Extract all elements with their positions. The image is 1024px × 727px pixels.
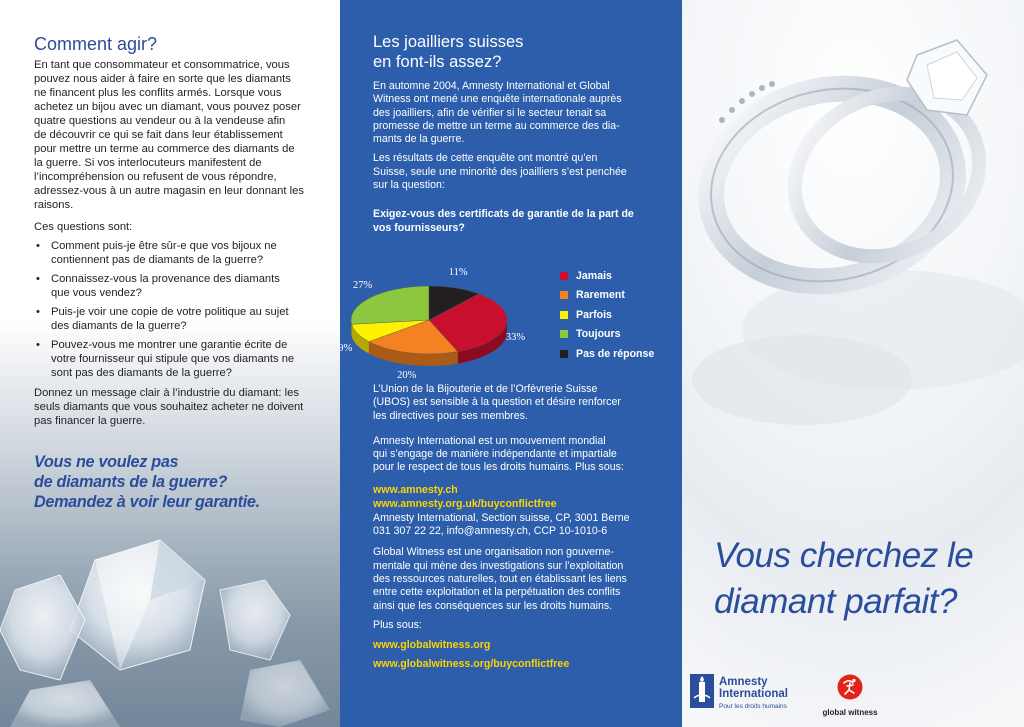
left-closing [34, 386, 306, 428]
text-line: Witness ont mené une enquête internationale auprès [373, 93, 622, 106]
text-line: la guerre. Si vos interlocuteurs manifestent de [34, 157, 262, 169]
legend-swatch [560, 311, 568, 319]
logo-text: International [719, 688, 789, 700]
chart-question [373, 208, 648, 235]
amnesty-logo [690, 672, 788, 710]
text-line: En automne 2004, Amnesty International et Global [373, 80, 610, 92]
pie-slice [351, 286, 429, 324]
text-line: des diamants de la guerre? [51, 320, 187, 332]
text-line: adressez-vous à un autre magasin en leur donnant les [34, 185, 304, 197]
text-line: sur la question: [373, 179, 445, 192]
text-line: sont pas des diamants de la guerre? [51, 367, 232, 379]
text-line: pouvez nous aider à faire en sorte que les diamants [34, 73, 291, 85]
text-line: En tant que consommateur et consommatrice, vous [34, 59, 290, 71]
logo-text: global witness [822, 708, 878, 717]
legend-swatch [560, 272, 568, 280]
middle-lower [373, 383, 648, 671]
text-line: pour mettre un terme au commerce des diamants de [34, 143, 295, 155]
para-global-witness [373, 546, 648, 612]
text-line: Pouvez-vous me montrer une garantie écrite de [51, 339, 288, 351]
logo-text: Amnesty [719, 676, 768, 688]
bullet-icon: • [36, 273, 40, 285]
text-line: quatre questions au vendeur ou à la vendeuse afin [34, 115, 286, 127]
pie-svg [346, 262, 546, 382]
legend-label: Pas de réponse [576, 347, 655, 360]
legend-item [560, 305, 654, 325]
pie-value-label: 11% [448, 266, 468, 278]
text-line: Demandez à voir leur garantie. [34, 493, 260, 511]
para-amnesty [373, 435, 648, 475]
list-item [34, 239, 306, 267]
text-line: pour le respect de tous les droits humains. Plus sous: [373, 461, 624, 474]
legend-item [560, 266, 654, 286]
link-global-witness[interactable]: www.globalwitness.org [373, 639, 491, 652]
legend-item [560, 286, 654, 306]
legend-item [560, 344, 654, 364]
middle-panel [340, 0, 682, 727]
left-body [34, 58, 306, 434]
legend-swatch [560, 350, 568, 358]
text-line: pas financer la guerre. [34, 415, 146, 427]
text-line: raisons. [34, 199, 74, 211]
bullet-icon: • [36, 240, 40, 252]
text-line: des ressources naturelles, tout en établissant les liens [373, 572, 627, 585]
questions-label: Ces questions sont: [34, 221, 133, 233]
para-survey [373, 80, 648, 146]
text-line: en font-ils assez? [373, 53, 502, 71]
list-item [34, 338, 306, 380]
text-line: Suisse, seule une minorité des joailliers s’est penchée [373, 165, 627, 178]
right-panel [682, 0, 1024, 727]
text-line: que vous vendez? [51, 287, 142, 299]
chart-legend [560, 266, 654, 364]
link-amnesty-uk[interactable]: www.amnesty.org.uk/buyconflictfree [373, 497, 557, 510]
bullet-icon: • [36, 339, 40, 351]
text-line: achetez un bijou avec un diamant, vous pouvez poser [34, 101, 301, 113]
diamonds-photo [0, 520, 340, 727]
legend-label: Jamais [576, 269, 612, 282]
text-line: ainsi que les conséquences sur les droits humains. [373, 599, 613, 612]
text-line: les directives pour ses membres. [373, 409, 528, 422]
middle-content [373, 32, 648, 235]
text-line: de diamants de la guerre? [34, 473, 228, 491]
text-line: Comment puis-je être sûr-e que vos bijoux ne [51, 240, 277, 252]
text-line: diamant parfait? [714, 582, 957, 621]
legend-label: Parfois [576, 308, 612, 321]
text-line: Les joailliers suisses [373, 33, 524, 51]
address [373, 512, 648, 539]
text-line: Vous ne voulez pas [34, 453, 179, 471]
bullet-icon: • [36, 306, 40, 318]
text-line: contiennent pas de diamants de la guerre? [51, 254, 264, 266]
legend-label: Toujours [576, 328, 621, 341]
text-line: Connaissez-vous la provenance des diamants [51, 273, 280, 285]
left-intro [34, 58, 306, 212]
text-line: l’incompréhension ou refusent de vous répondre, [34, 171, 277, 183]
legend-label: Rarement [576, 289, 625, 302]
candle-icon [690, 672, 714, 708]
legend-item [560, 325, 654, 345]
pie-value-label: 9% [338, 343, 353, 355]
text-line: (UBOS) est sensible à la question et désire renforcer [373, 396, 621, 409]
text-line: Vous cherchez le [714, 536, 974, 575]
text-line: Amnesty International est un mouvement mondial [373, 434, 606, 447]
legend-swatch [560, 330, 568, 338]
text-line: Amnesty International, Section suisse, CP, 3001 Berne [373, 511, 630, 524]
list-item [34, 272, 306, 300]
text-line: qui s’engage de manière indépendante et impartiale [373, 448, 617, 461]
logo-subtitle: Pour les droits humains [719, 703, 787, 710]
text-line: des joailliers, afin de vérifier si le secteur tenait sa [373, 106, 607, 119]
list-item [34, 305, 306, 333]
text-line: Exigez-vous des certificats de garantie de la part de [373, 208, 634, 221]
main-title [714, 533, 973, 625]
text-line: mentale qui mène des investigations sur l’exploitation [373, 559, 624, 572]
text-line: seuls diamants que vous souhaitez acheter ne doivent [34, 401, 304, 413]
pie-chart [338, 262, 676, 382]
text-line: L’Union de la Bijouterie et de l’Orfèvrerie Suisse [373, 383, 598, 395]
plus-label: Plus sous: [373, 618, 422, 631]
legend-swatch [560, 291, 568, 299]
ring-photo [682, 0, 1024, 500]
global-witness-logo [815, 674, 885, 717]
questions-list [34, 239, 306, 380]
text-line: vos fournisseurs? [373, 221, 465, 234]
para-results [373, 152, 648, 192]
slogan [34, 452, 324, 512]
text-line: Global Witness est une organisation non gouverne- [373, 546, 614, 559]
middle-heading [373, 32, 648, 72]
left-panel [0, 0, 340, 727]
pie-value-label: 20% [397, 370, 417, 382]
text-line: ne financent plus les conflits armés. Lorsque vous [34, 87, 282, 99]
globe-icon [837, 674, 863, 700]
text-line: Donnez un message clair à l’industrie du diamant: les [34, 387, 299, 399]
text-line: mants de la guerre. [373, 133, 465, 146]
text-line: entre cette exploitation et la perpétuation des conflits [373, 586, 621, 599]
pie-value-label: 33% [505, 331, 526, 343]
link-amnesty-ch[interactable]: www.amnesty.ch [373, 483, 458, 496]
text-line: votre fournisseur qui stipule que vos diamants ne [51, 353, 295, 365]
text-line: Les résultats de cette enquête ont montré qu’en [373, 152, 598, 165]
text-line: 031 307 22 22, info@amnesty.ch, CCP 10-1010-6 [373, 525, 608, 538]
text-line: promesse de mettre un terme au commerce des dia- [373, 119, 620, 132]
text-line: Puis-je voir une copie de votre politique au sujet [51, 306, 289, 318]
left-heading: Comment agir? [34, 34, 158, 54]
link-global-witness-buy[interactable]: www.globalwitness.org/buyconflictfree [373, 658, 570, 671]
pie-value-label: 27% [352, 280, 373, 292]
para-ubos [373, 383, 648, 423]
text-line: de découvrir ce qui se fait dans leur établissement [34, 129, 283, 141]
